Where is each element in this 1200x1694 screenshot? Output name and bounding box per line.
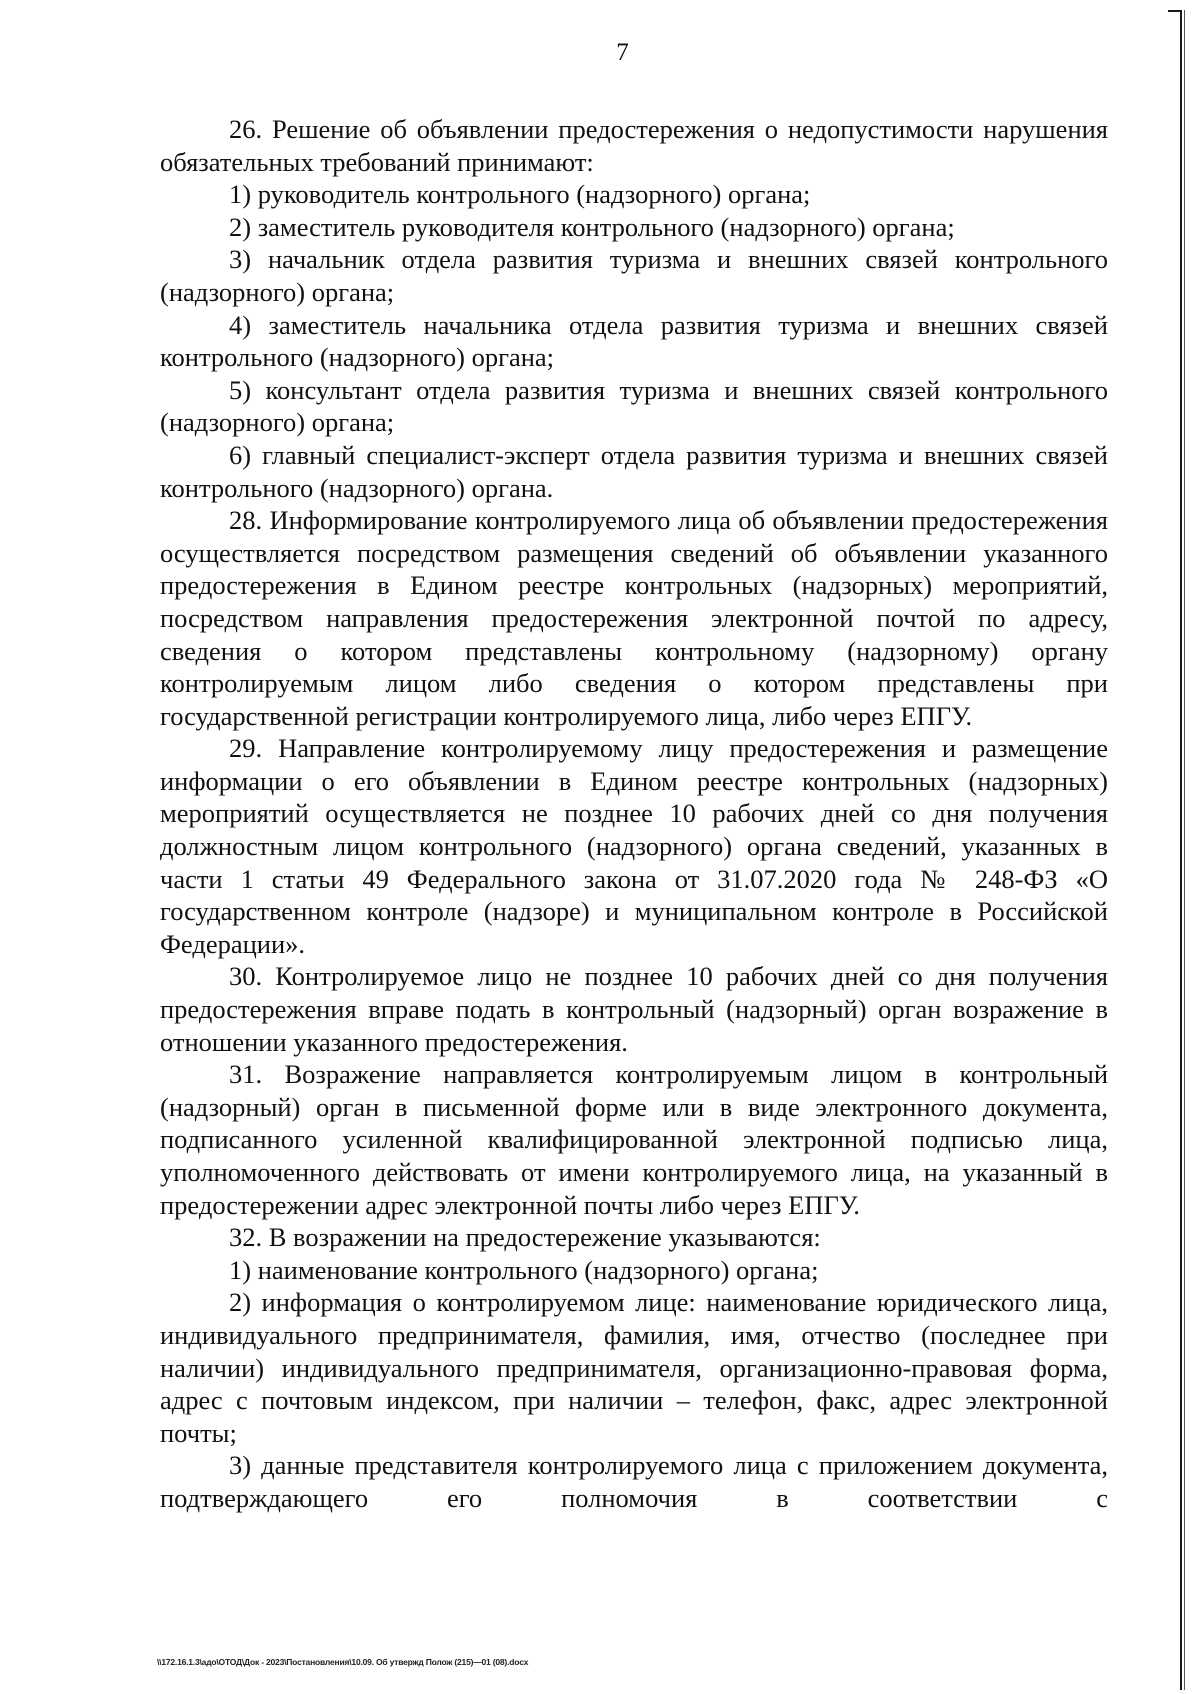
objection-item-3: 3) данные представителя контролируемого лица с приложением документа, подтверждающего его полномочия в соответствии с	[160, 1450, 1108, 1513]
document-body	[160, 113, 1108, 1515]
paragraph-26: 26. Решение об объявлении предостережения о недопустимости нарушения обязательных требований принимают:	[160, 114, 1108, 177]
page-number: 7	[616, 39, 629, 66]
objection-item-1: 1) наименование контрольного (надзорного) органа;	[229, 1254, 819, 1285]
paragraph-29: 29. Направление контролируемому лицу предостережения и размещение информации о его объявлении в Едином реестре контрольных (надзорных) мероприятий осуществляется не позднее 10 рабочих дней со дня получения должностным лицом контрольного (надзорного) органа сведений, указанных в части 1 статьи 49 Федерального закона от 31.07.2020 года № 248-ФЗ «О государственном контроле (надзоре) и муниципальном контроле в Российской Федерации».	[160, 733, 1108, 959]
list-item-5: 5) консультант отдела развития туризма и внешних связей контрольного (надзорного) органа;	[160, 374, 1108, 438]
list-item-2: 2) заместитель руководителя контрольного (надзорного) органа;	[229, 211, 955, 242]
list-item-4: 4) заместитель начальника отдела развития туризма и внешних связей контрольного (надзорного) органа;	[160, 309, 1108, 373]
objection-item-2: 2) информация о контролируемом лице: наименование юридического лица, индивидуального предпринимателя, фамилия, имя, отчество (последнее при наличии) индивидуального предпринимателя, организационно-правовая форма, адрес с почтовым индексом, при наличии – телефон, факс, адрес электронной почты;	[160, 1287, 1108, 1448]
list-item-1: 1) руководитель контрольного (надзорного) органа;	[229, 179, 811, 210]
list-item-3: 3) начальник отдела развития туризма и внешних связей контрольного (надзорного) органа;	[160, 244, 1108, 307]
paragraph-32: 32. В возражении на предостережение указываются:	[229, 1222, 821, 1253]
paragraph-30: 30. Контролируемое лицо не позднее 10 рабочих дней со дня получения предостережения вправе подать в контрольный (надзорный) орган возражение в отношении указанного предостережения.	[160, 961, 1108, 1057]
paragraph-28: 28. Информирование контролируемого лица об объявлении предостережения осуществляется посредством размещения сведений об объявлении указанного предостережения в Едином реестре контрольных (надзорных) мероприятий, посредством направления предостережения электронной почтой по адресу, сведения о котором представлены контрольному (надзорному) органу контролируемым лицом либо сведения о котором представлены при государственной регистрации контролируемого лица, либо через ЕПГУ.	[160, 505, 1108, 731]
list-item-6: 6) главный специалист-эксперт отдела развития туризма и внешних связей контрольного (надзорного) органа.	[160, 439, 1108, 503]
footer-file-path: \\172.16.1.3\адо\ОТОД\Док - 2023\Постановления\10.09. Об утвержд Полож (215)—01 (08).docx	[157, 1657, 529, 1667]
page-edge-bar	[1180, 10, 1185, 1690]
paragraph-31: 31. Возражение направляется контролируемым лицом в контрольный (надзорный) орган в письменной форме или в виде электронного документа, подписанного усиленной квалифицированной электронной подписью лица, уполномоченного действовать от имени контролируемого лица, на указанный в предостережении адрес электронной почты либо через ЕПГУ.	[160, 1059, 1108, 1220]
